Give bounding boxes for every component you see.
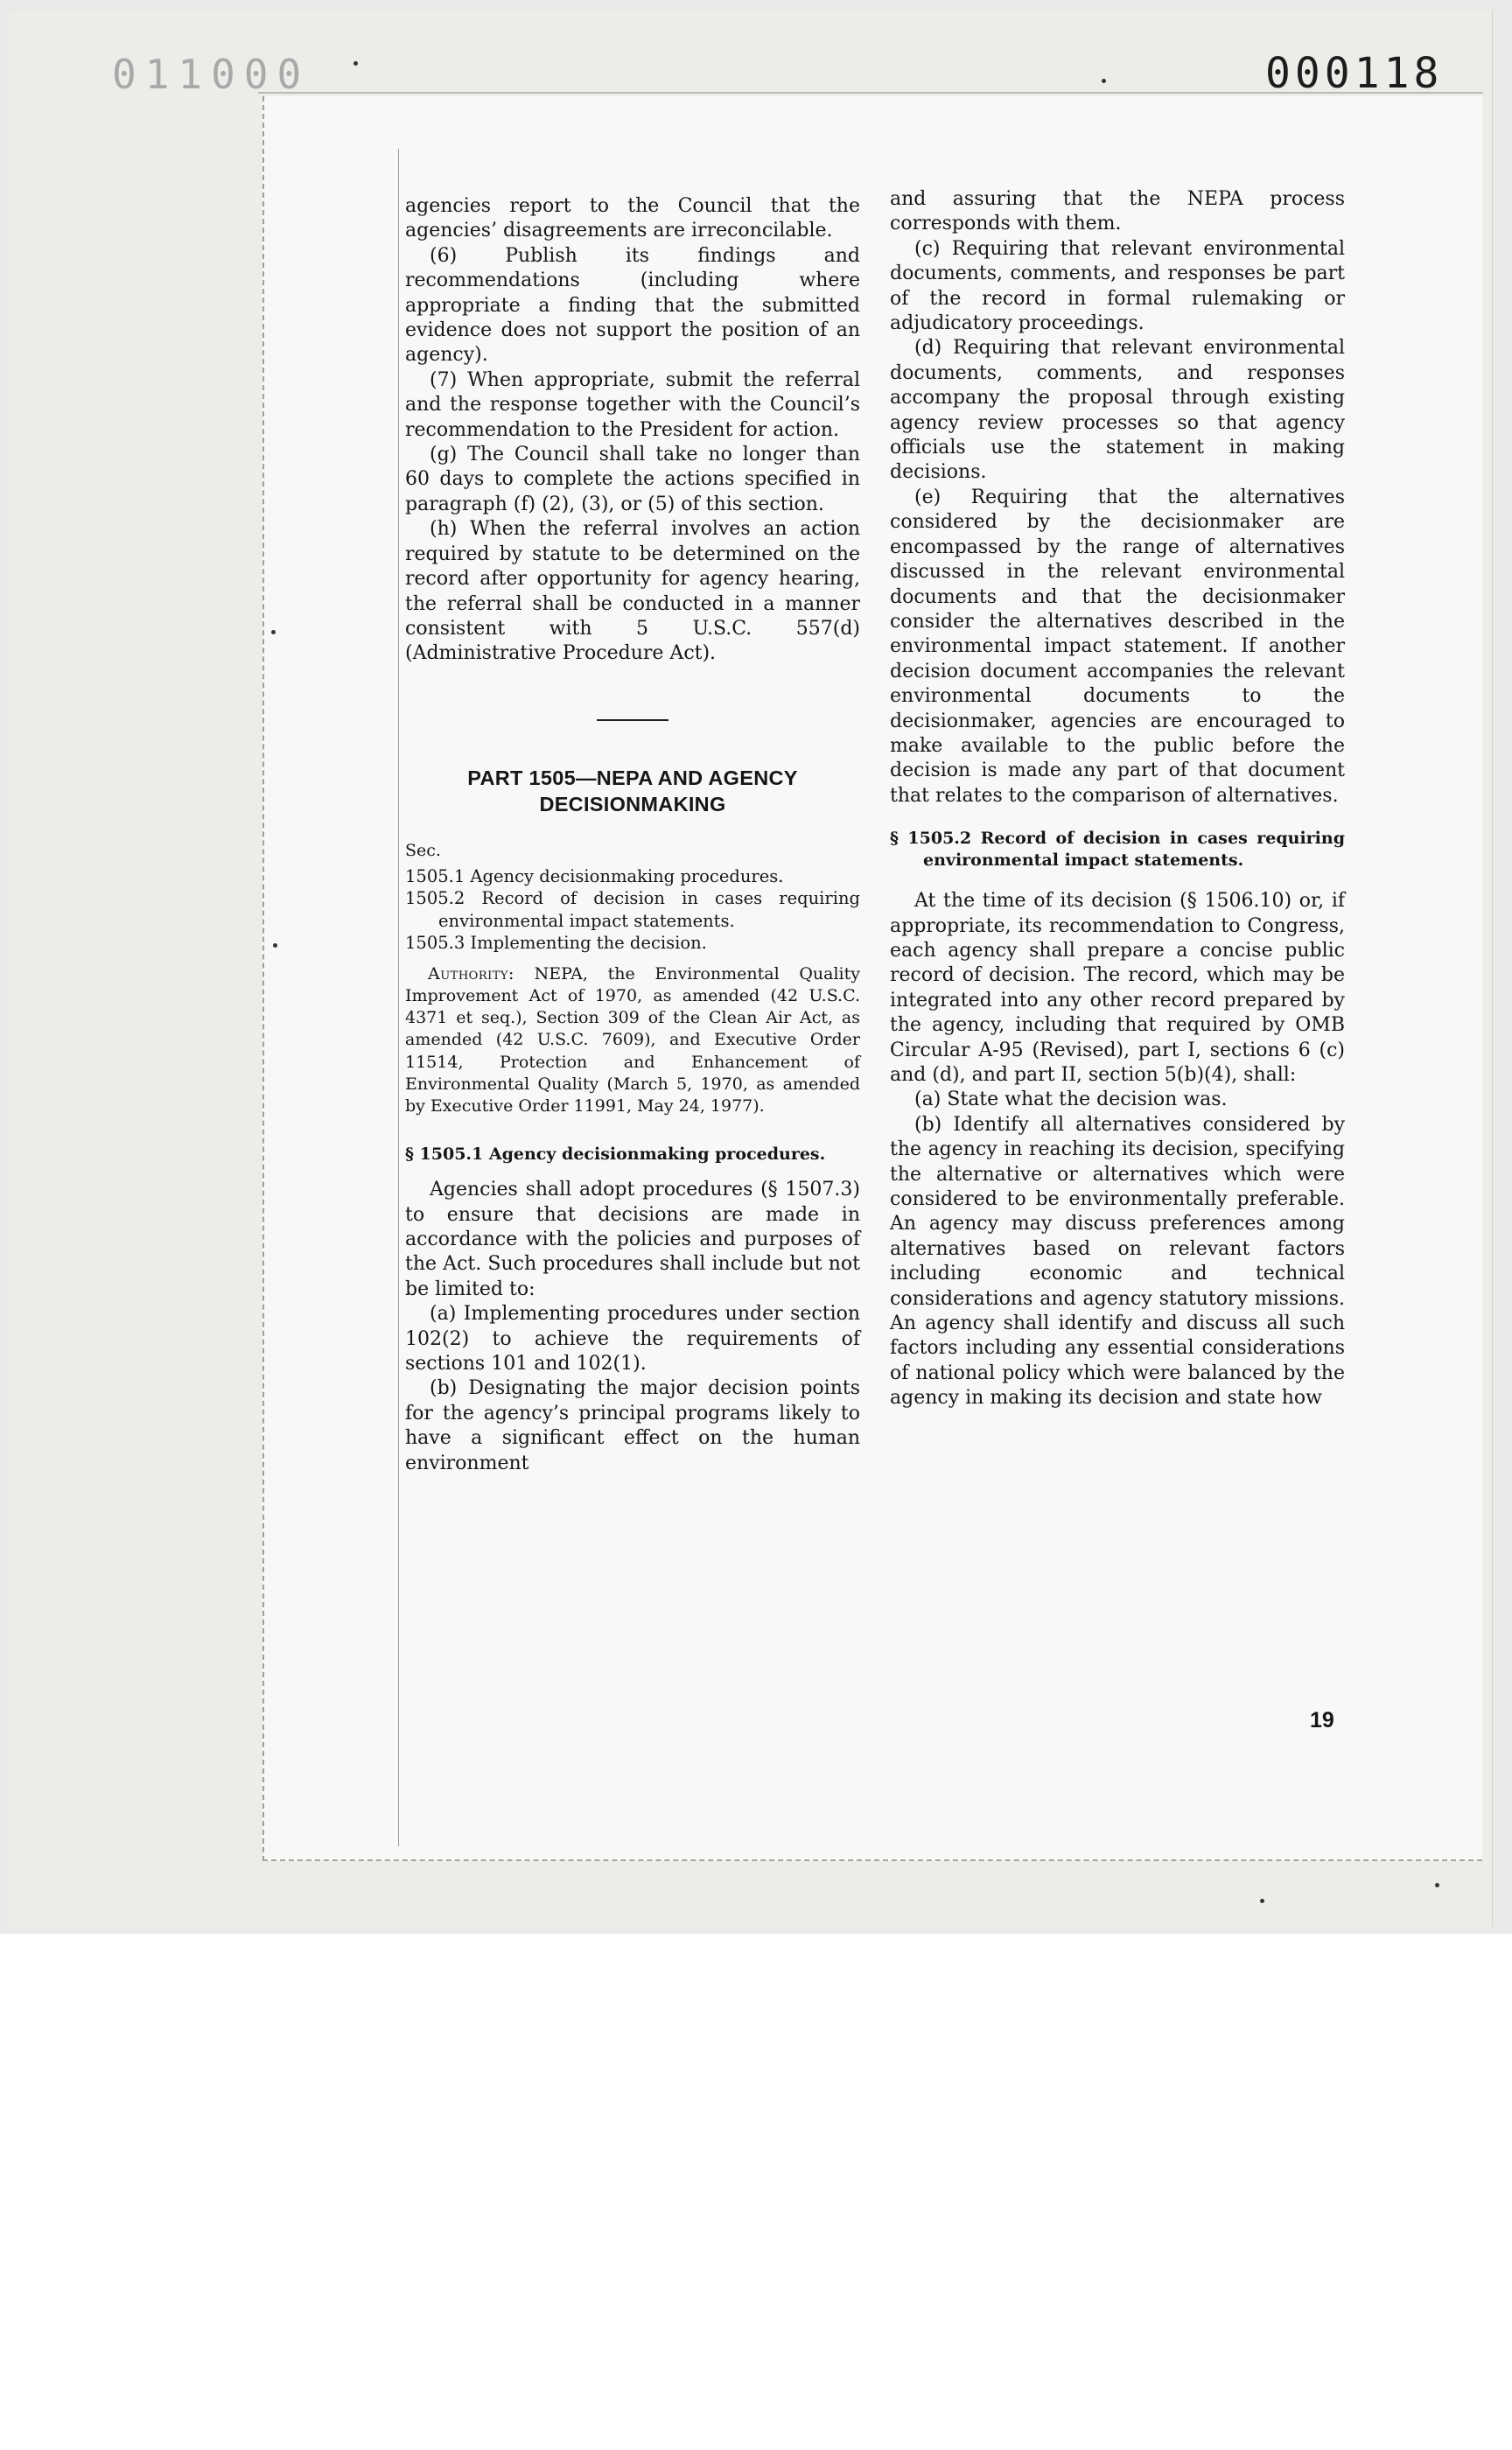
part-heading: PART 1505—NEPA AND AGENCY DECISIONMAKING: [467, 766, 798, 816]
paragraph: (a) State what the decision was.: [914, 1088, 1228, 1111]
paragraph: (7) When appropriate, submit the referral and the response together with the Council’s recommendation to the President for action.: [405, 368, 860, 441]
column-rule: [398, 149, 399, 1846]
paragraph: At the time of its decision (§ 1506.10) or, if appropriate, its recommendation to Congress, each agency shall prepare a concise public record of decision. The record, which may be integrated into any other record prepared by the agency, including that required by OMB Circular A-95 (Revised), part I, sections 6 (c) and (d), and part II, section 5(b)(4), shall:: [890, 890, 1345, 1086]
sec-label: Sec.: [405, 840, 441, 860]
paragraph: Agencies shall adopt procedures (§ 1507.3) to ensure that decisions are made in accordance with the policies and purposes of the Act. Such procedures shall include but not be limited to:: [405, 1179, 860, 1300]
page-number: 19: [1310, 1708, 1334, 1732]
paragraph: (e) Requiring that the alternatives considered by the decisionmaker are encompassed by the range of alternatives discussed in the relevant environmental documents and that the decisionmaker consider the alternatives described in the environmental impact statement. If another decision document accompanies the relevant environmental documents to the decisionmaker, agencies are encouraged to make available to the public before the decision is made any part of that document that relates to the comparison of alternatives.: [890, 486, 1345, 807]
paragraph: (a) Implementing procedures under section 102(2) to achieve the requirements of sections 101 and 102(1).: [405, 1303, 860, 1375]
paragraph: and assuring that the NEPA process corresponds with them.: [890, 188, 1345, 235]
paragraph: agencies report to the Council that the agencies’ disagreements are irreconcilable.: [405, 195, 860, 242]
scan-speck: [271, 630, 276, 634]
section-divider: [597, 719, 668, 721]
paragraph: (b) Identify all alternatives considered by the agency in reaching its decision, specifying the alternative or alternatives which were considered to be environmentally preferable. An agency may discuss preferences among alternatives based on relevant factors including economic and technical considerations and agency statutory missions. An agency shall identify and discuss all such factors including any essential considerations of national policy which were balanced by the agency in making its decision and state how: [890, 1113, 1345, 1410]
section-heading-1505-2: § 1505.2 Record of decision in cases requiring environmental impact statements.: [890, 829, 1345, 871]
toc-item: 1505.3 Implementing the decision.: [405, 933, 707, 954]
scan-speck: [273, 943, 277, 948]
scan-speck: [1260, 1899, 1264, 1903]
toc-item: 1505.2 Record of decision in cases requiring environmental impact statements.: [405, 888, 860, 931]
authority-text: NEPA, the Environmental Quality Improvement Act of 1970, as amended (42 U.S.C. 4371 et seq.), Section 309 of the Clean Air Act, as amended (42 U.S.C. 7609), and Executive Order 11514, Protection and Enhancement of Environmental Quality (March 5, 1970, as amended by Executive Order 11991, May 24, 1977).: [405, 963, 860, 1116]
paragraph: (g) The Council shall take no longer than 60 days to complete the actions specified in paragraph (f) (2), (3), or (5) of this section.: [405, 444, 860, 515]
paragraph: (b) Designating the major decision points for the agency’s principal programs likely to have a significant effect on the human environment: [405, 1377, 860, 1474]
authority-note: [405, 963, 860, 1117]
scan-speck: [1435, 1883, 1439, 1887]
paragraph: (c) Requiring that relevant environmental documents, comments, and responses be part of the record in formal rulemaking or adjudicatory proceedings.: [890, 237, 1345, 335]
bates-stamp-faded: 011000: [112, 51, 311, 98]
scan-speck: [354, 61, 358, 66]
scan-speck: [1102, 79, 1106, 83]
paragraph: (d) Requiring that relevant environmental documents, comments, and responses accompany the proposal through existing agency review processes so that agency officials use the statement in making decisions.: [890, 337, 1345, 484]
bates-stamp: 000118: [1265, 49, 1444, 98]
left-column: [405, 194, 860, 1476]
paragraph: (6) Publish its findings and recommendations (including where appropriate a finding that the submitted evidence does not support the position of an agency).: [405, 244, 860, 367]
section-heading-1505-1: § 1505.1 Agency decisionmaking procedures.: [405, 1144, 826, 1165]
right-column: [890, 187, 1345, 1411]
paragraph: (h) When the referral involves an action required by statute to be determined on the record after opportunity for agency hearing, the referral shall be conducted in a manner consistent with 5 U.S.C. 557(d) (Administrative Procedure Act).: [405, 518, 860, 665]
toc-item: 1505.1 Agency decisionmaking procedures.: [405, 865, 784, 886]
authority-label: Authority:: [428, 963, 514, 984]
